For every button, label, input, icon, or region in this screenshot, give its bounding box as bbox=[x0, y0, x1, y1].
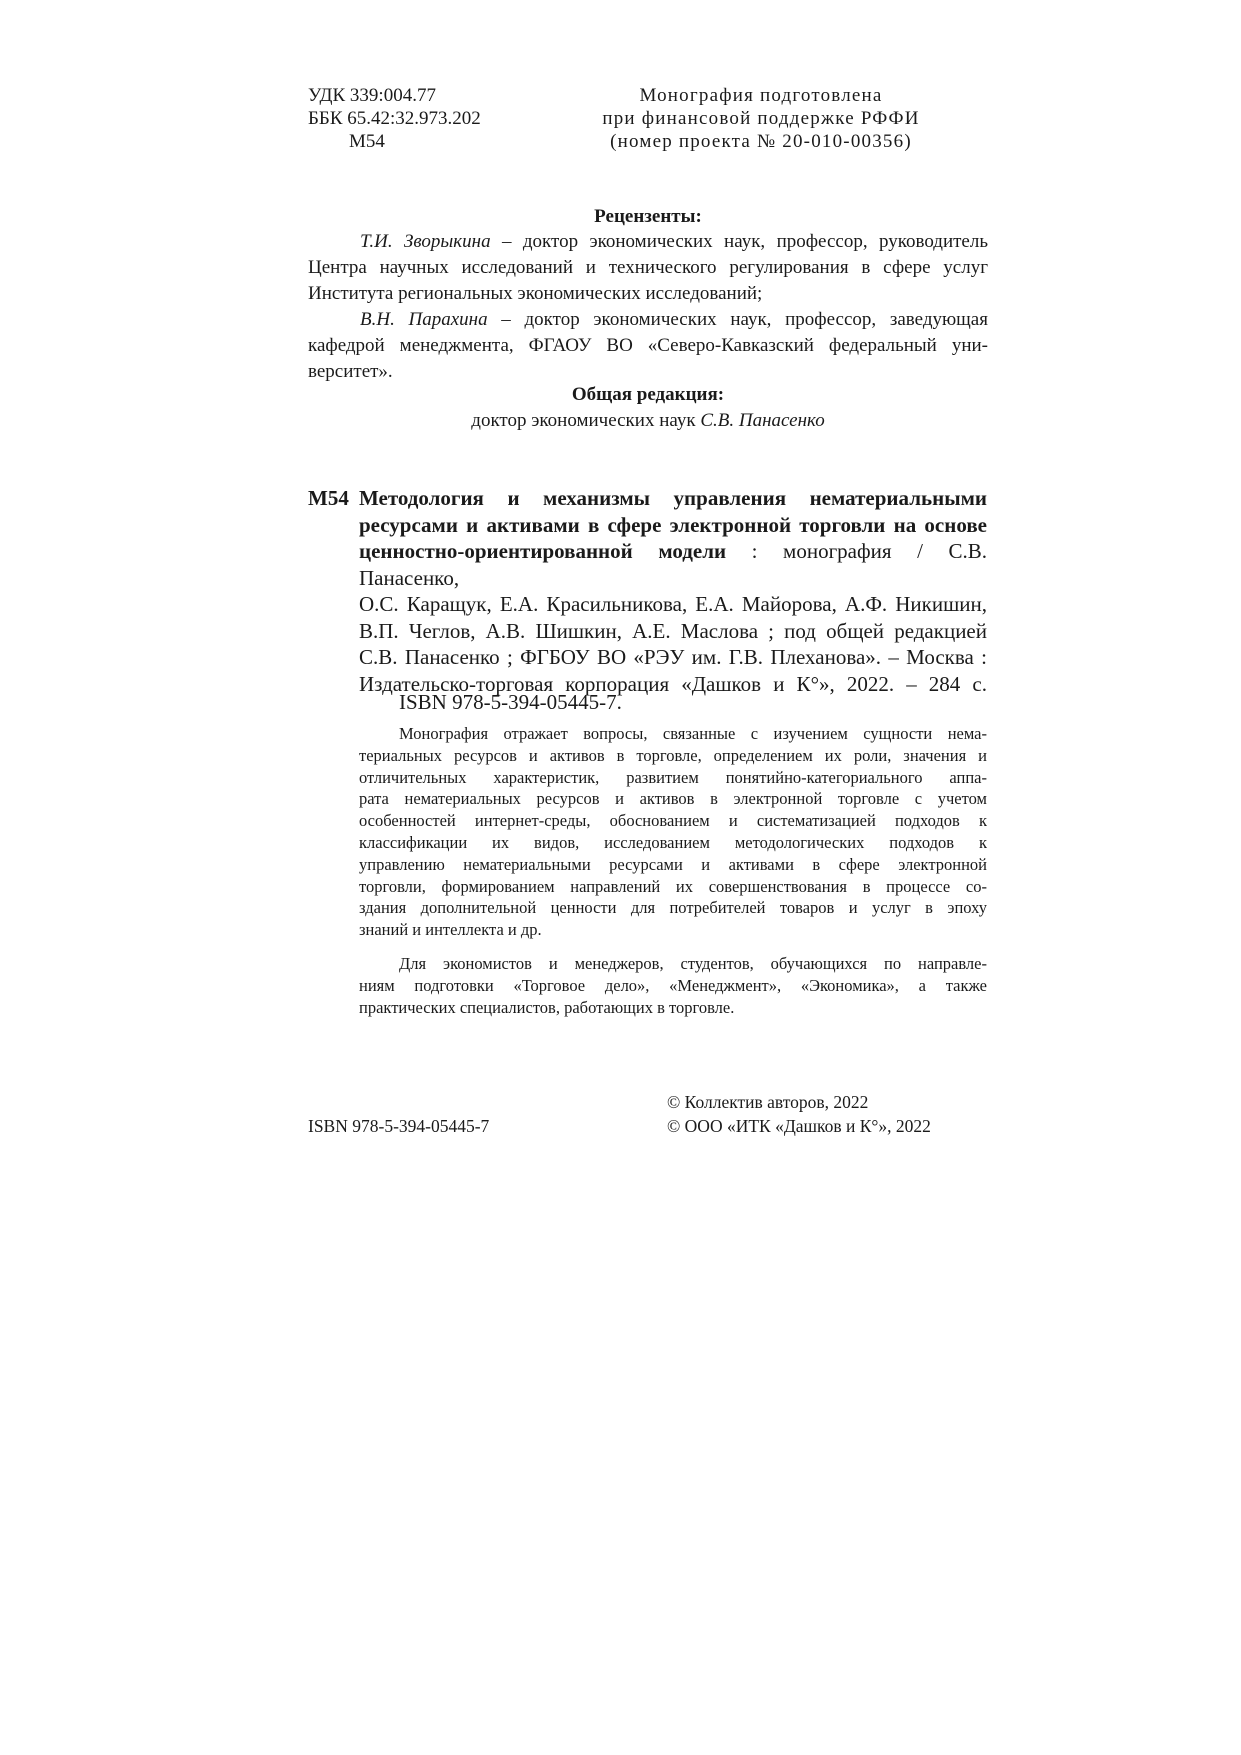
editor-heading: Общая редакция: bbox=[571, 384, 725, 405]
annotation-line: здания дополнительной ценности для потребителей товаров и услуг в эпоху bbox=[359, 898, 987, 918]
reviewer-1-line2: Центра научных исследований и технического регулирования в сфере услуг bbox=[308, 257, 988, 278]
grant-note-line2: при финансовой поддержке РФФИ bbox=[602, 108, 920, 129]
reviewer-1 bbox=[308, 229, 988, 307]
reviewers-heading: Рецензенты: bbox=[594, 206, 702, 227]
record-line5: В.П. Чеглов, А.В. Шишкин, А.Е. Маслова ; под общей редакцией bbox=[359, 618, 987, 643]
record-line4: О.С. Каращук, Е.А. Красильникова, Е.А. Майорова, А.Ф. Никишин, bbox=[359, 592, 987, 616]
grant-note-line3: (номер проекта № 20-010-00356) bbox=[610, 131, 912, 152]
record-title-rest: : монография / С.В. Панасенко, bbox=[359, 539, 987, 590]
record-line6: С.В. Панасенко ; ФГБОУ ВО «РЭУ им. Г.В. Плеханова». – Москва : bbox=[359, 645, 987, 669]
bbk-code: ББК 65.42:32.973.202 bbox=[308, 108, 481, 129]
annotation-paragraph-1 bbox=[359, 723, 987, 941]
record-title-line1: Методология и механизмы управления нематериальными bbox=[359, 486, 987, 510]
editor-line bbox=[308, 410, 988, 432]
reviewer-2-line2: кафедрой менеджмента, ФГАОУ ВО «Северо-Кавказский федеральный уни- bbox=[308, 335, 988, 356]
copyright-publisher: © ООО «ИТК «Дашков и К°», 2022 bbox=[667, 1116, 931, 1136]
reviewer-2-text1: – доктор экономических наук, профессор, заведующая bbox=[487, 309, 988, 330]
annotation-line: торговли, формированием направлений их совершенствования в процессе со- bbox=[359, 876, 987, 896]
annotation-line: териальных ресурсов и активов в торговле, определением их роли, значения и bbox=[359, 745, 987, 765]
reviewer-2 bbox=[308, 307, 988, 385]
reviewer-1-line1 bbox=[308, 229, 988, 255]
editor-text: доктор экономических наук bbox=[471, 410, 701, 431]
annotation-line: знаний и интеллекта и др. bbox=[359, 920, 542, 940]
annotation-line: управлению нематериальными ресурсами и активами в сфере электронной bbox=[359, 854, 987, 874]
footer-isbn: ISBN 978-5-394-05445-7 bbox=[308, 1116, 490, 1136]
author-mark: М54 bbox=[349, 131, 385, 152]
record-mark: М54 bbox=[308, 486, 349, 510]
reviewer-1-name: Т.И. Зворыкина bbox=[360, 231, 491, 252]
annotation-line: Для экономистов и менеджеров, студентов, обучающихся по направле- bbox=[399, 954, 987, 973]
annotation-paragraph-2 bbox=[359, 953, 987, 1018]
annotation-line: практических специалистов, работающих в торговле. bbox=[359, 997, 735, 1017]
record-title-line3 bbox=[359, 538, 987, 591]
record-title-bold: ценностно-ориентированной модели bbox=[359, 539, 727, 563]
copyright-authors: © Коллектив авторов, 2022 bbox=[667, 1092, 869, 1112]
reviewer-2-name: В.Н. Парахина bbox=[360, 309, 488, 330]
record-isbn: ISBN 978-5-394-05445-7. bbox=[399, 690, 622, 714]
annotation-line: классификации их видов, исследованием методологических подходов к bbox=[359, 832, 987, 852]
annotation-line: особенностей интернет-среды, обоснованием и систематизацией подходов к bbox=[359, 811, 987, 831]
annotation-line: рата нематериальных ресурсов и активов в электронной торговле с учетом bbox=[359, 789, 987, 809]
grant-note-line1: Монография подготовлена bbox=[639, 85, 883, 106]
record-title-line2: ресурсами и активами в сфере электронной торговли на основе bbox=[359, 512, 987, 537]
reviewer-2-line1 bbox=[308, 307, 988, 333]
annotation-line: Монография отражает вопросы, связанные с изучением сущности нема- bbox=[399, 724, 987, 743]
annotation-line: отличительных характеристик, развитием понятийно-категориального аппа- bbox=[359, 767, 987, 787]
reviewer-1-text1: – доктор экономических наук, профессор, руководитель bbox=[490, 231, 988, 252]
reviewer-2-line3: верситет». bbox=[308, 361, 393, 382]
bibliographic-record bbox=[359, 485, 987, 697]
record-line7: Издательско-торговая корпорация «Дашков и К°», 2022. – 284 с. bbox=[359, 671, 987, 696]
udk-code: УДК 339:004.77 bbox=[308, 85, 436, 106]
reviewer-1-line3: Института региональных экономических исследований; bbox=[308, 283, 763, 304]
editor-name: С.В. Панасенко bbox=[700, 410, 825, 431]
annotation-line: ниям подготовки «Торговое дело», «Менеджмент», «Экономика», а также bbox=[359, 975, 987, 995]
